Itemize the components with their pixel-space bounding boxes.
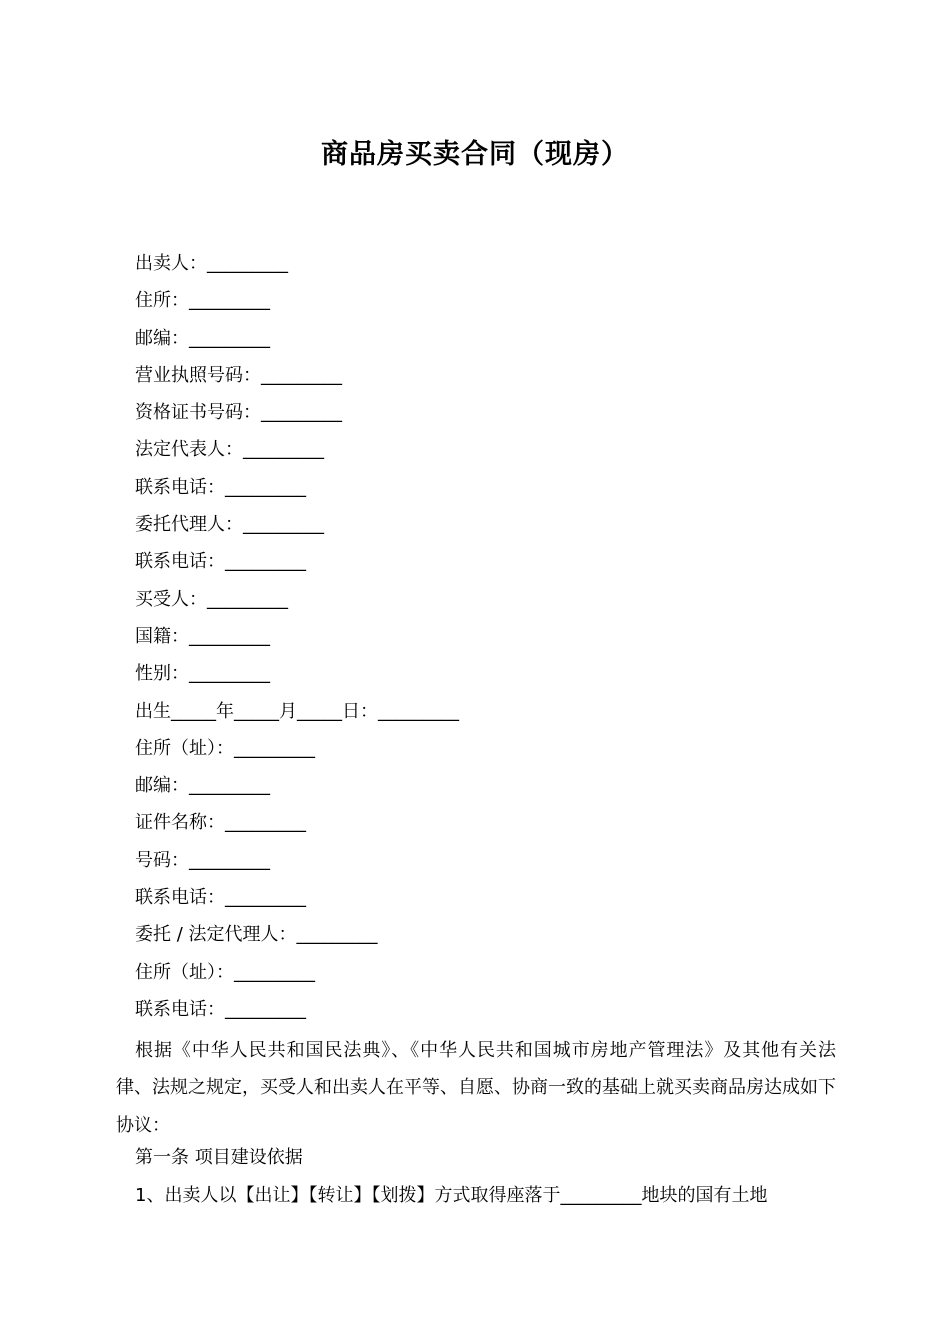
preamble-paragraph: 根据《中华人民共和国民法典》、《中华人民共和国城市房地产管理法》及其他有关法律、法规之规定，买受人和出卖人在平等、自愿、协商一致的基础上就买卖商品房达成如下协议： [116, 1040, 836, 1136]
field-id-type: 证件名称：_________ [135, 812, 306, 834]
field-seller-agent-phone: 联系电话：_________ [135, 551, 306, 573]
field-seller-postcode: 邮编：_________ [135, 327, 270, 349]
field-gender: 性别：_________ [135, 663, 270, 685]
field-buyer-agent-address: 住所（址）：_________ [135, 961, 315, 983]
field-legal-representative: 法定代表人：_________ [135, 439, 324, 461]
field-seller-phone: 联系电话：_________ [135, 476, 306, 498]
field-buyer: 买受人：_________ [135, 588, 288, 610]
field-seller-agent: 委托代理人：_________ [135, 514, 324, 536]
field-buyer-phone: 联系电话：_________ [135, 887, 306, 909]
field-seller-address: 住所：_________ [135, 290, 270, 312]
field-buyer-agent-phone: 联系电话：_________ [135, 998, 306, 1020]
field-business-license: 营业执照号码：_________ [135, 364, 342, 386]
clause-text: 1、出卖人以【出让】【转让】【划拨】方式取得座落于_________地块的国有土地 [135, 1185, 768, 1206]
field-buyer-postcode: 邮编：_________ [135, 775, 270, 797]
field-id-number: 号码：_________ [135, 849, 270, 871]
field-buyer-address: 住所（址）：_________ [135, 737, 315, 759]
party-info-fields [135, 250, 459, 1033]
field-birth-date: 出生_____年_____月_____日：_________ [135, 700, 459, 722]
field-qualification-cert: 资格证书号码：_________ [135, 402, 342, 424]
field-seller: 出卖人：_________ [135, 253, 288, 274]
field-buyer-agent: 委托 / 法定代理人：_________ [135, 924, 378, 946]
article-heading: 第一条 项目建设依据 [135, 1147, 303, 1168]
field-nationality: 国籍：_________ [135, 625, 270, 647]
document-title: 商品房买卖合同（现房） [321, 139, 629, 170]
